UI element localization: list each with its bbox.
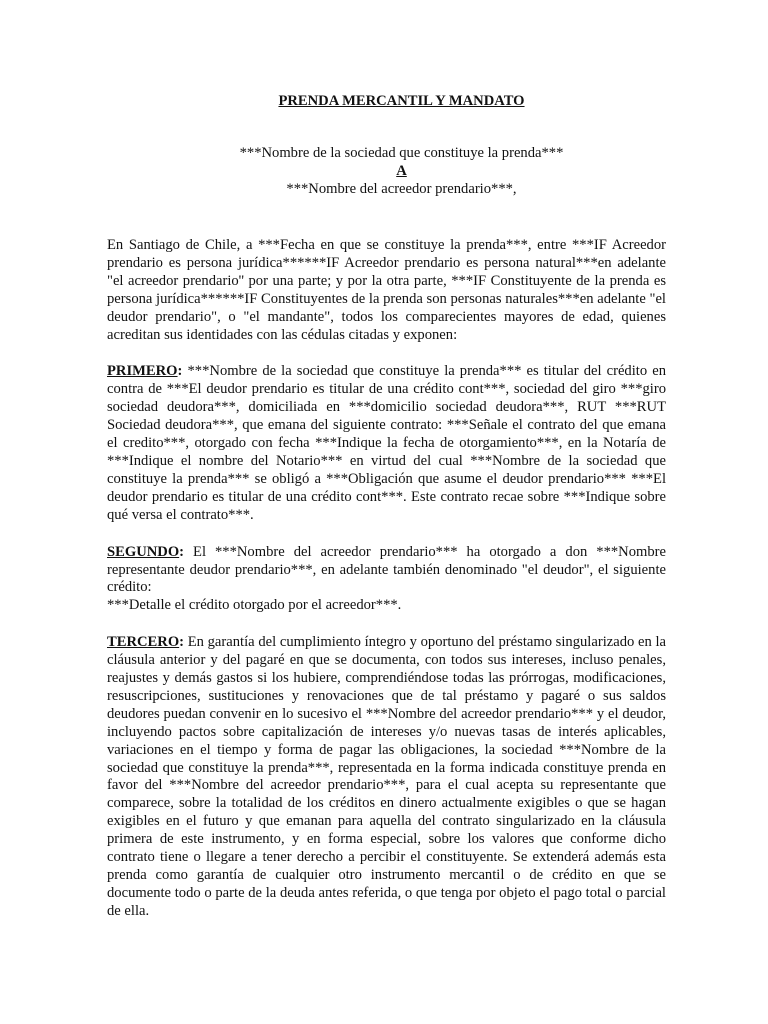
clause-primero: [107, 363, 666, 524]
acreedor-name: ***Nombre del acreedor prendario***,: [286, 181, 517, 197]
clause-segundo-text: El ***Nombre del acreedor prendario*** ha otorgado a don ***Nombre representante deudor prendario***, en adelante también denominado "el deudor", el siguiente crédito:: [107, 543, 666, 596]
constituyente-name: ***Nombre de la sociedad que constituye la prenda***: [239, 145, 564, 161]
clause-segundo: [107, 544, 666, 598]
document-title: PRENDA MERCANTIL Y MANDATO: [278, 93, 525, 109]
clause-segundo-colon: :: [179, 543, 185, 560]
clause-primero-text: ***Nombre de la sociedad que constituye la prenda*** es titular del crédito en contra de ***El deudor prendario es titular de una crédito cont***, sociedad del giro ***giro sociedad deudora***, domiciliada en ***domicilio sociedad deudora***, RUT ***RUT Sociedad deudora***, que emana del siguiente contrato: ***Señale el contrato del que emana el credito***, otorgado con fecha ***Indique la fecha de otorgamiento***, en la Notaría de ***Indique el nombre del Notario*** en virtud del cual ***Nombre de la sociedad que constituye la prenda*** se obligó a ***Obligación que asume el deudor prendario*** ***El deudor prendario es titular de una crédito cont***. Este contrato recae sobre ***Indique sobre qué versa el contrato***.: [107, 363, 666, 523]
clause-tercero: [107, 634, 666, 921]
clause-primero-colon: :: [177, 363, 183, 380]
clause-segundo-heading: SEGUNDO: [107, 543, 180, 560]
clause-tercero-heading: TERCERO: [107, 634, 180, 651]
clause-tercero-colon: :: [179, 634, 185, 651]
intro-paragraph: En Santiago de Chile, a ***Fecha en que se constituye la prenda***, entre ***IF Acreedor prendario es persona jurídica******IF Acreedor prendario es persona natural***en adelante "el acreedor prendario'' por una parte; y por la otra parte, ***IF Constituyente de la prenda es persona jurídica******IF Constituyentes de la prenda son personas naturales***en adelante "el deudor prendario", o "el mandante", todos los comparecientes mayores de edad, quienes acreditan sus identidades con las cédulas citadas y exponen:: [107, 237, 666, 343]
parties-connector: A: [396, 163, 407, 179]
clause-segundo-detail: ***Detalle el crédito otorgado por el acreedor***.: [107, 597, 402, 614]
clause-tercero-text: En garantía del cumplimiento íntegro y oportuno del préstamo singularizado en la cláusula anterior y del pagaré en que se documenta, con todos sus intereses, incluso penales, reajustes y demás gastos si los hubiere, comprendiéndose todas las prórrogas, modificaciones, resuscripciones, sustituciones y renovaciones que de tal préstamo y pagaré o sus saldos deudores puedan convenir en lo sucesivo el ***Nombre del acreedor prendario*** y el deudor, incluyendo pactos sobre capitalización de intereses y/o nuevas tasas de interés aplicables, variaciones en el tiempo y forma de pagar las obligaciones, la sociedad ***Nombre de la sociedad que constituye la prenda***, representada en la forma indicada constituye prenda en favor del ***Nombre del acreedor prendario***, para el cual acepta su representante que comparece, sobre la totalidad de los créditos en dinero actualmente exigibles o que se hagan exigibles en el futuro y que emanan para aquella del contrato singularizado en la cláusula primera de este instrumento, y en forma especial, sobre los valores que conforme dicho contrato tiene o llegare a tener derecho a percibir el constituyente. Se extenderá además esta prenda como garantía de cualquier otro instrumento mercantil o de crédito en que se documente todo o parte de la deuda antes referida, o que tenga por objeto el pago total o parcial de ella.: [107, 634, 666, 919]
clause-primero-heading: PRIMERO: [107, 363, 178, 380]
